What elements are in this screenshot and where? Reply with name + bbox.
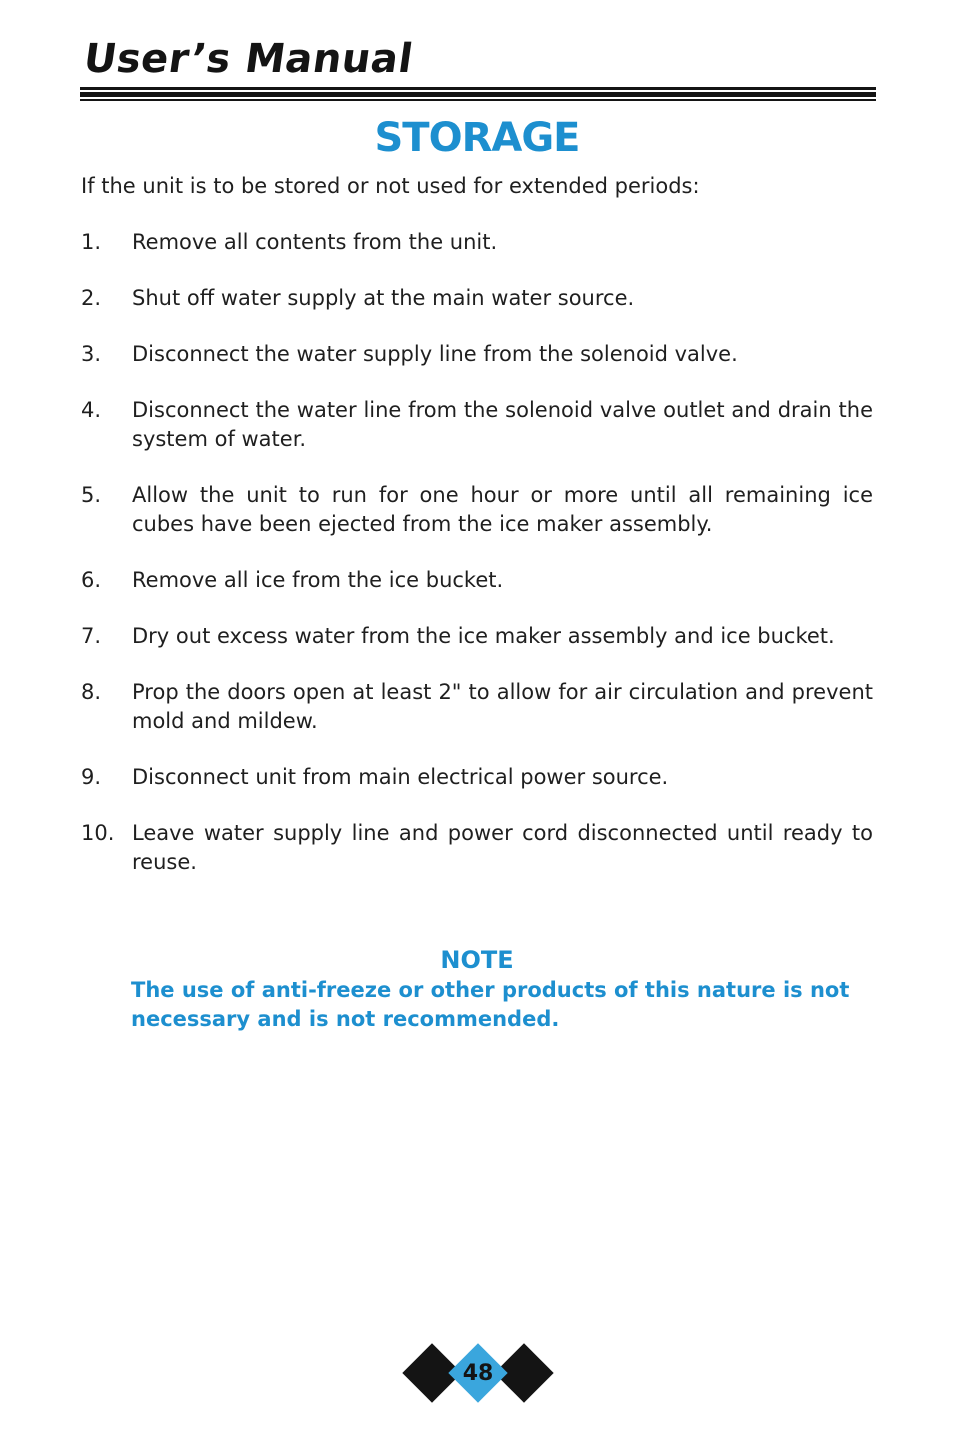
step-text: Leave water supply line and power cord disconnected until ready to reuse. [132,821,873,874]
section-title: STORAGE [374,115,580,161]
page-number-marker [398,1343,558,1405]
step-item [81,284,873,313]
manual-title: User’s Manual [80,36,417,82]
step-item [81,481,873,539]
step-item [81,340,873,369]
step-item [81,622,873,651]
step-number: 4. [81,398,102,422]
step-text: Allow the unit to run for one hour or more until all remaining ice cubes have been ejected from the ice maker assembly. [132,483,873,536]
step-text: Remove all ice from the ice bucket. [132,568,504,592]
step-item [81,678,873,736]
step-item [81,566,873,595]
note-body: The use of anti-freeze or other products of this nature is not necessary and is not recommended. [131,978,850,1031]
step-item [81,819,873,877]
page-number: 48 [462,1361,494,1386]
storage-steps-list [81,228,873,904]
step-item [81,228,873,257]
step-number: 6. [81,568,102,592]
step-item [81,763,873,792]
step-text: Remove all contents from the unit. [132,230,498,254]
step-text: Prop the doors open at least 2" to allow for air circulation and prevent mold and mildew. [132,680,873,733]
header-rule-top [80,87,876,90]
step-number: 10. [81,821,115,845]
step-number: 5. [81,483,102,507]
step-number: 3. [81,342,102,366]
step-text: Disconnect unit from main electrical power source. [132,765,669,789]
step-number: 7. [81,624,102,648]
note-heading: NOTE [440,946,514,974]
step-text: Dry out excess water from the ice maker assembly and ice bucket. [132,624,835,648]
step-number: 2. [81,286,102,310]
header-rule-middle [80,92,876,97]
step-number: 1. [81,230,102,254]
intro-text: If the unit is to be stored or not used for extended periods: [81,174,700,198]
step-item [81,396,873,454]
header-rule-bottom [80,99,876,101]
step-number: 9. [81,765,102,789]
step-text: Disconnect the water supply line from the solenoid valve. [132,342,738,366]
step-number: 8. [81,680,102,704]
step-text: Disconnect the water line from the solenoid valve outlet and drain the system of water. [132,398,873,451]
step-text: Shut off water supply at the main water source. [132,286,635,310]
